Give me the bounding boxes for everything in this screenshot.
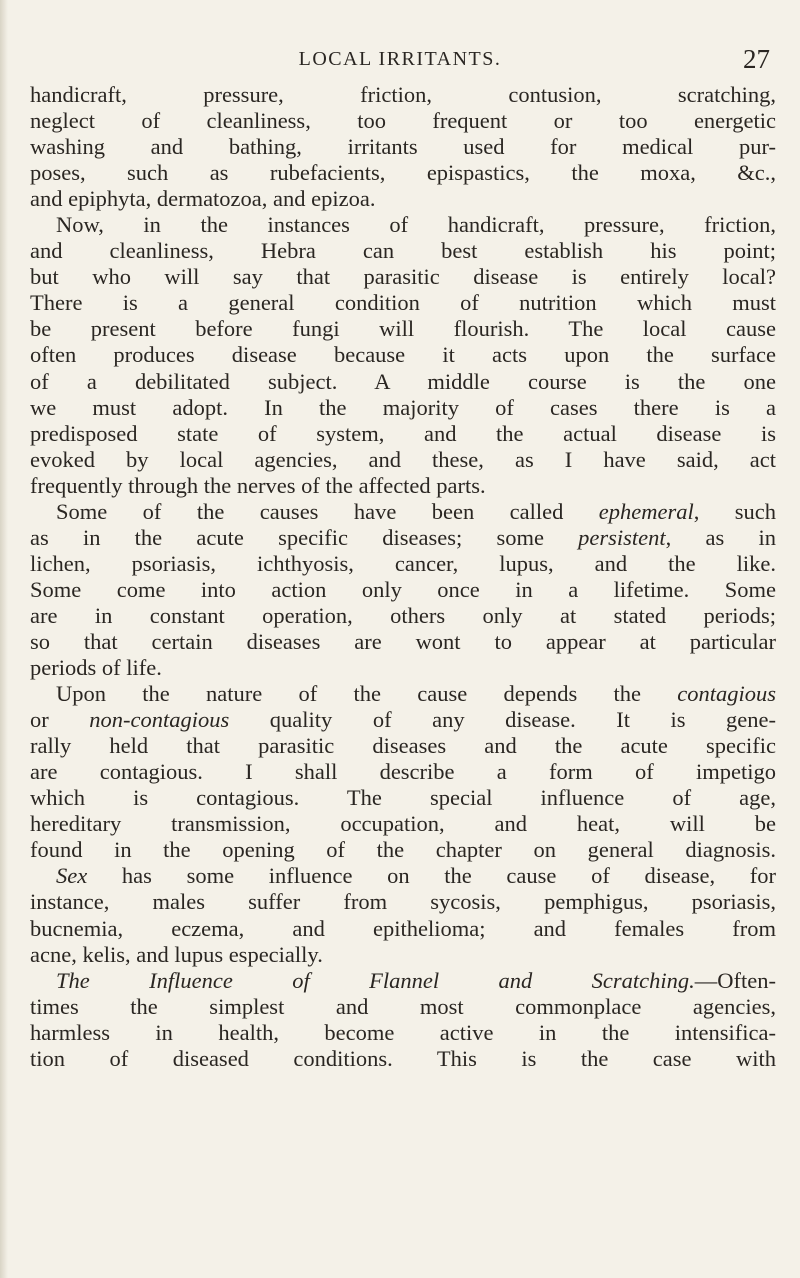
text-line: Upon the nature of the cause depends the contagious <box>56 681 776 707</box>
text-line: lichen, psoriasis, ichthyosis, cancer, lupus, and the like. <box>30 550 776 576</box>
text-line: of a debilitated subject. A middle course is the one <box>30 368 776 394</box>
text-line: Sex has some influence on the cause of disease, for <box>56 863 776 889</box>
text-line: harmless in health, become active in the intensifica- <box>30 1019 776 1045</box>
text-line: predisposed state of system, and the actual disease is <box>30 420 776 446</box>
italic-term: ephemeral <box>598 498 694 524</box>
text-line: Some come into action only once in a lifetime. Some <box>30 576 776 602</box>
page-number: 27 <box>743 44 770 74</box>
text-line: we must adopt. In the majority of cases there is a <box>30 394 776 420</box>
italic-term: contagious <box>677 681 776 707</box>
text-line: found in the opening of the chapter on general diagnosis. <box>30 837 776 863</box>
text-line: Now, in the instances of handicraft, pressure, friction, <box>56 212 776 238</box>
text-line: frequently through the nerves of the affected parts. <box>30 472 486 498</box>
italic-term: persistent <box>578 524 666 550</box>
text-line: acne, kelis, and lupus especially. <box>30 941 323 967</box>
text-line: There is a general condition of nutrition which must <box>30 290 776 316</box>
text-line: The Influence of Flannel and Scratching.—Often- <box>56 967 776 993</box>
italic-term: non-contagious <box>89 707 230 733</box>
text-line: but who will say that parasitic disease is entirely local? <box>30 264 776 290</box>
text-line: neglect of cleanliness, too frequent or too energetic <box>30 108 776 134</box>
text-line: are in constant operation, others only at stated periods; <box>30 602 776 628</box>
text-line: instance, males suffer from sycosis, pemphigus, psoriasis, <box>30 889 776 915</box>
page-header <box>0 44 800 84</box>
text-line: Some of the causes have been called ephemeral, such <box>56 498 776 524</box>
text-line: and epiphyta, dermatozoa, and epizoa. <box>30 186 376 212</box>
text-line: so that certain diseases are wont to appear at particular <box>30 628 776 654</box>
text-line: which is contagious. The special influence of age, <box>30 785 776 811</box>
text-line: bucnemia, eczema, and epithelioma; and females from <box>30 915 776 941</box>
italic-term: The Influence of Flannel and Scratching. <box>56 967 695 993</box>
text-line: as in the acute specific diseases; some persistent, as in <box>30 524 776 550</box>
text-line: washing and bathing, irritants used for medical pur- <box>30 134 776 160</box>
text-line: rally held that parasitic diseases and the acute specific <box>30 733 776 759</box>
text-line: poses, such as rubefacients, epispastics, the moxa, &c., <box>30 160 776 186</box>
text-line: are contagious. I shall describe a form of impetigo <box>30 759 776 785</box>
text-line: evoked by local agencies, and these, as I have said, act <box>30 446 776 472</box>
text-line: and cleanliness, Hebra can best establish his point; <box>30 238 776 264</box>
text-line: tion of diseased conditions. This is the case with <box>30 1045 776 1071</box>
text-line: periods of life. <box>30 655 162 681</box>
italic-term: Sex <box>56 863 88 889</box>
running-head: LOCAL IRRITANTS. <box>298 48 502 70</box>
text-line: handicraft, pressure, friction, contusion, scratching, <box>30 82 776 107</box>
page-edge <box>0 0 8 1278</box>
text-line: or non-contagious quality of any disease. It is gene- <box>30 707 776 733</box>
text-line: often produces disease because it acts upon the surface <box>30 342 776 368</box>
body-text <box>30 82 776 1072</box>
text-line: be present before fungi will flourish. The local cause <box>30 316 776 342</box>
text-line: hereditary transmission, occupation, and heat, will be <box>30 811 776 837</box>
text-line: times the simplest and most commonplace agencies, <box>30 993 776 1019</box>
